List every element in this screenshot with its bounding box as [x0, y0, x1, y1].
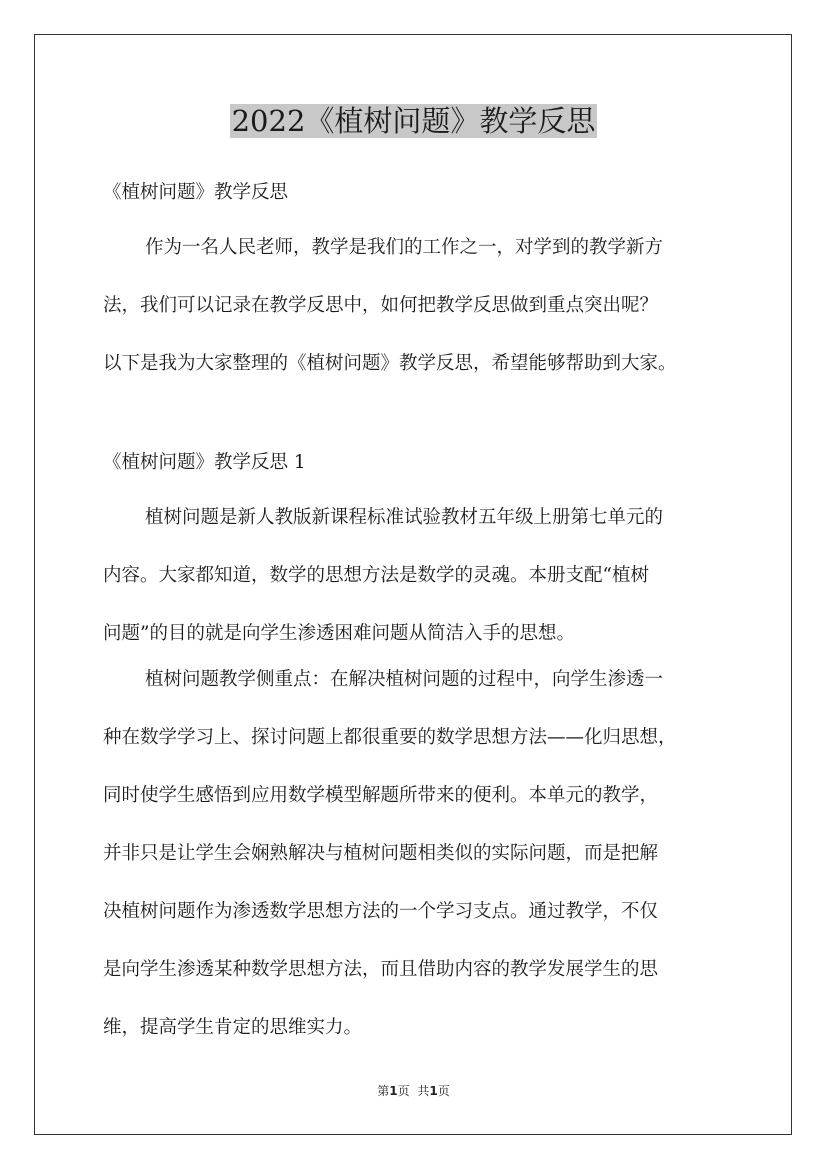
paragraph-line: 植树问题教学侧重点：在解决植树问题的过程中，向学生渗透一: [145, 669, 664, 690]
paragraph-line: 种在数学学习上、探讨问题上都很重要的数学思想方法——化归思想，: [103, 727, 677, 748]
paragraph-line: 以下是我为大家整理的《植树问题》教学反思，希望能够帮助到大家。: [103, 353, 677, 374]
subtitle: 《植树问题》教学反思: [103, 182, 289, 203]
document-title: [0, 101, 827, 141]
paragraph-line: 并非只是让学生会娴熟解决与植树问题相类似的实际问题，而是把解: [103, 843, 659, 864]
section-heading: 《植树问题》教学反思 1: [103, 452, 306, 473]
total-pages: 1: [429, 1084, 438, 1098]
paragraph-line: 同时使学生感悟到应用数学模型解题所带来的便利。本单元的教学，: [103, 785, 659, 806]
page-number: 1: [389, 1084, 398, 1098]
paragraph-line: 内容。大家都知道，数学的思想方法是数学的灵魂。本册支配“植树: [103, 565, 649, 586]
document-title-text: 2022《植树问题》教学反思: [231, 104, 596, 138]
paragraph-line: 问题”的目的就是向学生渗透困难问题从简洁入手的思想。: [103, 623, 575, 644]
paragraph-2: [103, 651, 743, 1057]
page-footer: 第1页 共1页: [377, 1084, 450, 1098]
paragraph-line: 法，我们可以记录在教学反思中，如何把教学反思做到重点突出呢？: [103, 295, 659, 316]
paragraph-line: 植树问题是新人教版新课程标准试验教材五年级上册第七单元的: [145, 507, 664, 528]
paragraph-line: 作为一名人民老师，教学是我们的工作之一，对学到的教学新方: [145, 237, 664, 258]
paragraph-line: 决植树问题作为渗透数学思想方法的一个学习支点。通过教学，不仅: [103, 901, 659, 922]
intro-paragraph: [103, 219, 743, 393]
paragraph-1: [103, 489, 743, 663]
paragraph-line: 是向学生渗透某种数学思想方法，而且借助内容的教学发展学生的思: [103, 959, 659, 980]
paragraph-line: 维，提高学生肯定的思维实力。: [103, 1017, 363, 1038]
